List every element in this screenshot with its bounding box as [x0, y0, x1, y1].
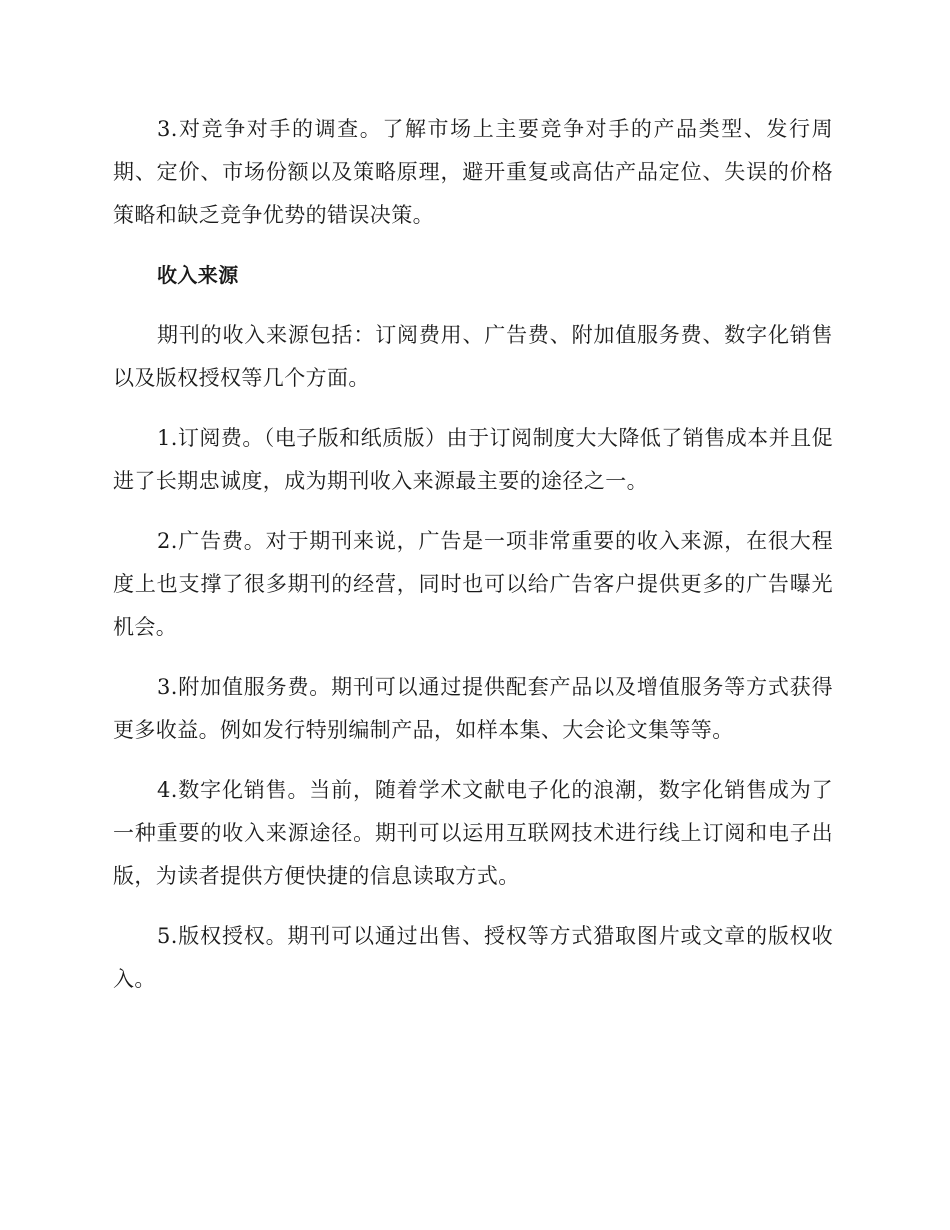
section-heading-revenue-sources: 收入来源 [157, 263, 239, 287]
paragraph-revenue-overview: 期刊的收入来源包括：订阅费用、广告费、附加值服务费、数字化销售以及版权授权等几个方面。 [113, 323, 833, 390]
paragraph-competitor-survey: 3.对竞争对手的调查。了解市场上主要竞争对手的产品类型、发行周期、定价、市场份额以及策略原理，避开重复或高估产品定位、失误的价格策略和缺乏竞争优势的错误决策。 [113, 117, 833, 227]
paragraph-advertising-fees: 2.广告费。对于期刊来说，广告是一项非常重要的收入来源，在很大程度上也支撑了很多期刊的经营，同时也可以给广告客户提供更多的广告曝光机会。 [113, 529, 833, 639]
paragraph-subscription-fees: 1.订阅费。（电子版和纸质版）由于订阅制度大大降低了销售成本并且促进了长期忠诚度，成为期刊收入来源最主要的途径之一。 [113, 426, 833, 493]
document-body [113, 108, 833, 1018]
paragraph-digital-sales: 4.数字化销售。当前，随着学术文献电子化的浪潮，数字化销售成为了一种重要的收入来源途径。期刊可以运用互联网技术进行线上订阅和电子出版，为读者提供方便快捷的信息读取方式。 [113, 778, 833, 888]
paragraph-copyright-licensing: 5.版权授权。期刊可以通过出售、授权等方式猎取图片或文章的版权收入。 [113, 924, 833, 991]
paragraph-value-added-services: 3.附加值服务费。期刊可以通过提供配套产品以及增值服务等方式获得更多收益。例如发行特别编制产品，如样本集、大会论文集等等。 [113, 675, 833, 742]
